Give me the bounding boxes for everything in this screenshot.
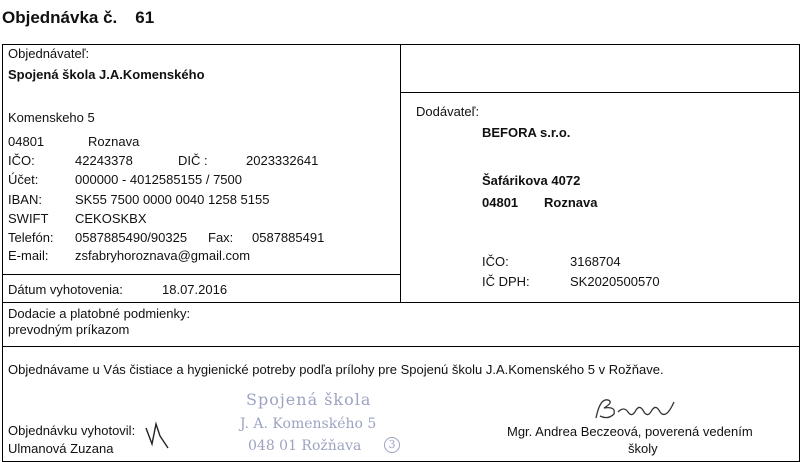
supplier-ico: 3168704	[570, 254, 621, 269]
supplier-name: BEFORA s.r.o.	[482, 125, 571, 140]
orderer-ico: 42243378	[75, 153, 133, 168]
orderer-dic: 2023332641	[246, 153, 319, 168]
terms-top-border	[2, 302, 800, 303]
date-label: Dátum vyhotovenia:	[8, 282, 123, 297]
date-value: 18.07.2016	[162, 282, 228, 297]
document-title	[2, 8, 154, 28]
orderer-heading: Objednávateľ:	[8, 46, 90, 61]
orderer-dic-label: DIČ :	[178, 153, 208, 168]
orderer-email: zsfabryhoroznava@gmail.com	[75, 248, 251, 263]
orderer-swift: CEKOSKBX	[75, 211, 147, 226]
orderer-email-label: E-mail:	[8, 248, 49, 263]
date-top-border	[2, 274, 400, 275]
approver-signature	[590, 392, 690, 426]
school-stamp	[238, 388, 413, 460]
supplier-zip: 04801	[482, 195, 519, 210]
orderer-street: Komenskeho 5	[8, 110, 95, 125]
orderer-account: 000000 - 4012585155 / 7500	[75, 172, 242, 187]
supplier-icdph-label: IČ DPH:	[482, 274, 530, 289]
orderer-fax-label: Fax:	[208, 230, 234, 245]
orderer-ico-label: IČO:	[8, 153, 35, 168]
supplier-top-border	[400, 92, 800, 93]
orderer-fax: 0587885491	[252, 230, 325, 245]
order-number: 61	[135, 8, 155, 27]
supplier-ico-label: IČO:	[482, 254, 509, 269]
title-label: Objednávka č.	[2, 8, 118, 27]
orderer-zip: 04801	[8, 134, 45, 149]
order-text-top-border	[2, 346, 800, 347]
stamp-line-3: 048 01 Rožňava	[248, 438, 362, 454]
order-text: Objednávame u Vás čistiace a hygienické potreby podľa prílohy pre Spojenú školu J.A.Komenského 5 v Rožňave.	[8, 362, 664, 377]
column-divider	[400, 44, 401, 302]
supplier-icdph: SK2020500570	[570, 274, 660, 289]
orderer-iban-label: IBAN:	[8, 192, 42, 207]
supplier-street: Šafárikova 4072	[482, 173, 581, 188]
supplier-heading: Dodávateľ:	[416, 104, 480, 119]
terms-value: prevodným príkazom	[8, 322, 130, 337]
terms-label: Dodacie a platobné podmienky:	[8, 306, 191, 321]
approver-line-1: Mgr. Andrea Beczeová, poverená vedením	[507, 424, 753, 439]
prepared-by-label: Objednávku vyhotovil:	[8, 423, 136, 438]
orderer-phone: 0587885490/90325	[75, 230, 188, 245]
prepared-by-name: Ulmanová Zuzana	[8, 441, 114, 456]
stamp-line-2: J. A. Komenského 5	[240, 416, 377, 432]
orderer-account-label: Účet:	[8, 172, 39, 187]
supplier-city: Roznava	[544, 195, 598, 210]
preparer-signature	[142, 414, 182, 454]
approver-line-2: školy	[628, 441, 658, 456]
orderer-city: Roznava	[88, 134, 140, 149]
orderer-swift-label: SWIFT	[8, 211, 49, 226]
orderer-name: Spojená škola J.A.Komenského	[8, 67, 205, 82]
stamp-line-1: Spojená škola	[246, 390, 372, 409]
orderer-iban: SK55 7500 0000 0040 1258 5155	[75, 192, 270, 207]
stamp-number: 3	[384, 437, 400, 453]
orderer-phone-label: Telefón:	[8, 230, 54, 245]
